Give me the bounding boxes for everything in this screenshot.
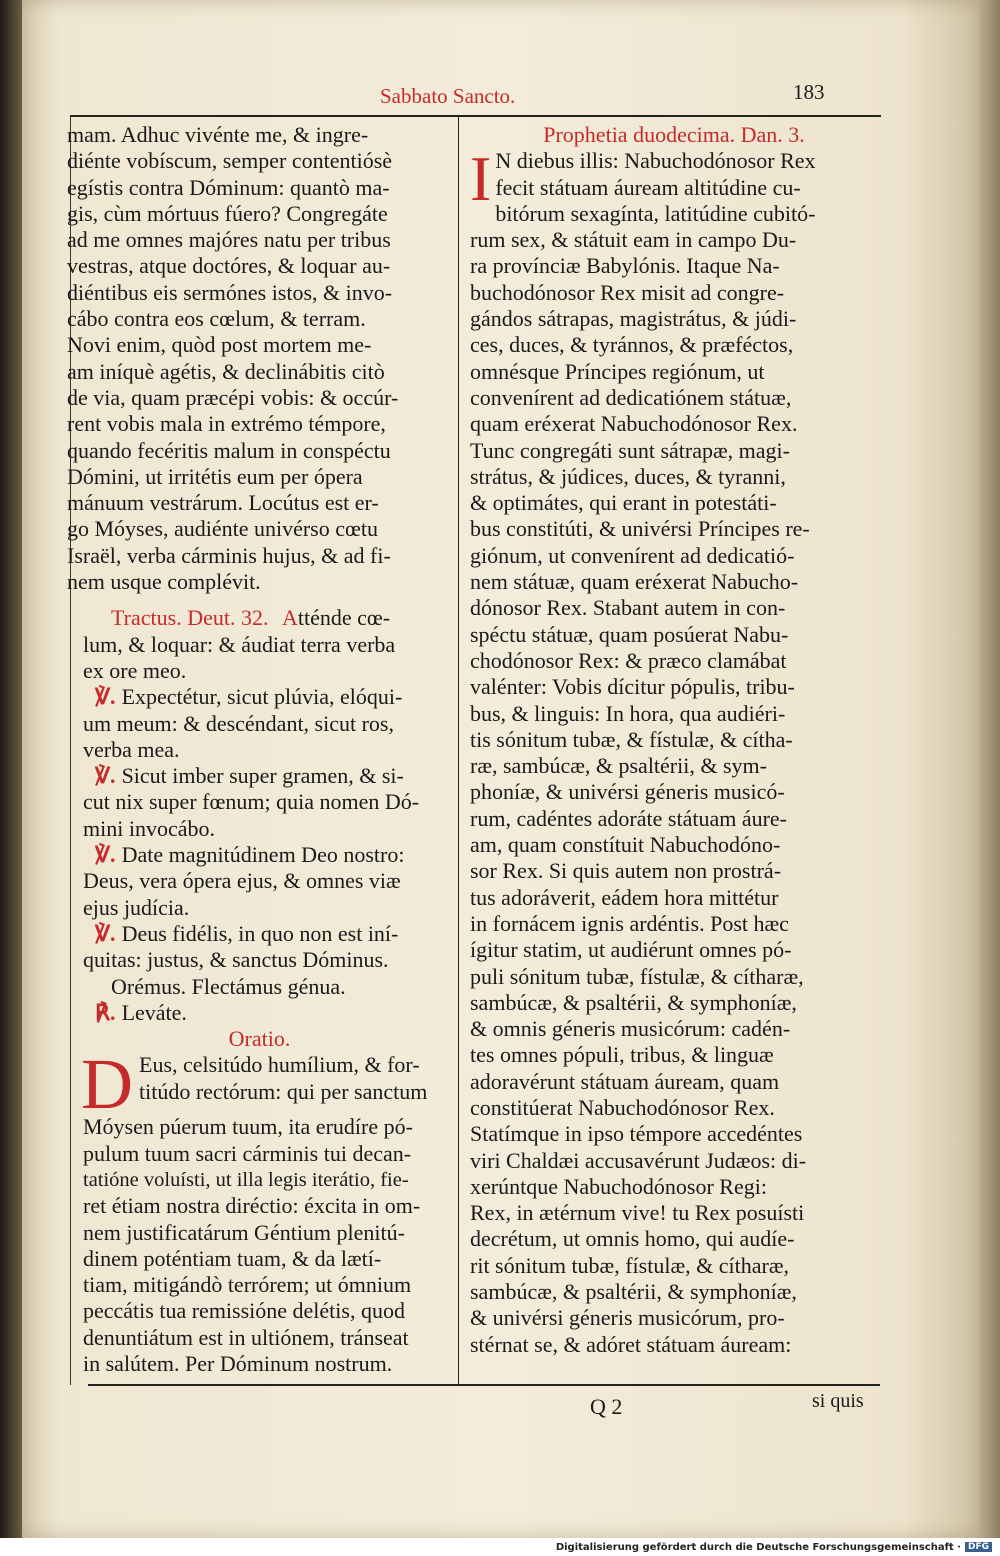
- text-line: vestras, atque doctóres, & loquar au-: [67, 253, 391, 279]
- text-line: & optimátes, qui erant in potestáti-: [470, 490, 777, 516]
- versicle-symbol: ℣.: [95, 920, 116, 946]
- signature-mark: Q 2: [590, 1394, 623, 1419]
- verse-text: Sicut imber super gramen, & si-: [121, 763, 404, 789]
- digitization-footer: [0, 1538, 1000, 1556]
- prophetia-drop-cap: I: [470, 143, 492, 215]
- text-line: Móysen púerum tuum, ita erudíre pó-: [83, 1114, 413, 1140]
- text-line: convenírent ad dedicatiónem státuæ,: [470, 384, 792, 410]
- verse-block: [67, 684, 452, 1026]
- response-line: [95, 1000, 452, 1026]
- tractus-initial: A: [281, 605, 298, 631]
- verse-text: quitas: justus, & sanctus Dóminus.: [83, 947, 389, 973]
- text-line: ígitur statim, ut audiérunt omnes pó-: [470, 937, 792, 963]
- text-line: stérnat se, & adóret státuam áuream:: [470, 1331, 792, 1357]
- text-line: lum, & loquar: & áudiat terra verba: [83, 631, 396, 657]
- text-line: titúdo rectórum: qui per sanctum: [139, 1078, 428, 1104]
- text-line: cábo contra eos cœlum, & terram.: [67, 306, 366, 332]
- catchword: si quis: [812, 1390, 864, 1412]
- text-line: mánuum vestrárum. Locútus est er-: [67, 490, 379, 516]
- text-line: tténde cœ-: [297, 605, 391, 631]
- versicle-symbol: ℣.: [95, 684, 116, 710]
- text-line: rit sónitum tubæ, fístulæ, & cítharæ,: [470, 1252, 789, 1278]
- verse-text: Deus, vera ópera ejus, & omnes viæ: [83, 868, 401, 894]
- text-line: egístis contra Dóminum: quantò ma-: [67, 174, 390, 200]
- text-line: tatióne voluísti, ut illa legis iterátio, fie-: [83, 1168, 409, 1191]
- text-line: gándos sátrapas, magistrátus, & júdi-: [470, 306, 797, 332]
- oremus-line: Orémus. Flectámus génua.: [111, 973, 346, 999]
- text-line: ces, duces, & tyránnos, & præféctos,: [470, 332, 794, 358]
- text-line: ex ore meo.: [83, 657, 187, 683]
- text-line: giónum, ut convenírent ad dedicatió-: [470, 542, 795, 568]
- digitization-credit: Digitalisierung gefördert durch die Deutsche Forschungsgemeinschaft ·: [555, 1541, 961, 1553]
- verse-text: Expectétur, sicut plúvia, elóqui-: [121, 684, 403, 710]
- text-line: chodónosor Rex: & præco clamábat: [470, 647, 787, 673]
- verse-text: um meum: & descéndant, sicut ros,: [83, 710, 394, 736]
- text-line: Novi enim, quòd post mortem me-: [67, 332, 372, 358]
- text-line: viri Chaldæi accusavérunt Judæos: di-: [470, 1147, 807, 1173]
- text-line: in fornácem ignis ardéntis. Post hæc: [470, 910, 789, 936]
- text-line: gis, cùm mórtuus fúero? Congregáte: [67, 200, 388, 226]
- text-line: Israël, verba cárminis hujus, & ad fi-: [67, 542, 391, 568]
- response-text: Leváte.: [121, 999, 187, 1025]
- verse-line: [95, 842, 452, 868]
- text-line: strátus, & júdices, duces, & tyranni,: [470, 463, 786, 489]
- text-line: dinem poténtiam tuam, & da lætí-: [83, 1245, 382, 1271]
- text-line: decrétum, ut omnis homo, qui audíe-: [470, 1226, 795, 1252]
- text-line: ra provínciæ Babylónis. Itaque Na-: [470, 253, 780, 279]
- text-line: am iníquè agétis, & declinábitis citò: [67, 358, 385, 384]
- text-line: quam eréxerat Nabuchodónosor Rex.: [470, 411, 798, 437]
- text-line: denuntiátum est in ultiónem, tránseat: [83, 1324, 409, 1350]
- text-line: fecit státuam áuream altitúdine cu-: [495, 174, 801, 200]
- text-line: Eus, celsitúdo humílium, & for-: [139, 1052, 420, 1078]
- text-line: spéctu státuæ, quam posúerat Nabu-: [470, 621, 789, 647]
- text-line: pulum tuum sacri cárminis tui decan-: [83, 1140, 412, 1166]
- text-line: am, quam constítuit Nabuchodóno-: [470, 832, 781, 858]
- prophetia-title: Prophetia duodecima. Dan. 3.: [543, 122, 805, 147]
- left-column: [67, 122, 452, 1377]
- book-spine-edge: [0, 0, 22, 1538]
- verse-line: [95, 763, 452, 789]
- text-line: bitórum sexagínta, latitúdine cubitó-: [495, 200, 816, 226]
- text-line: dónosor Rex. Stabant autem in con-: [470, 595, 786, 621]
- text-line: diénte vobíscum, semper contentiósè: [67, 148, 393, 174]
- text-line: rum, cadéntes adoráte státuam áure-: [470, 805, 788, 831]
- verse-text: Date magnitúdinem Deo nostro:: [121, 842, 405, 868]
- tractus-label: Tractus. Deut. 32.: [111, 605, 269, 631]
- text-line: sor Rex. Si quis autem non prostrá-: [470, 858, 782, 884]
- text-line: bus, & linguis: In hora, qua audiéri-: [470, 700, 786, 726]
- text-line: peccátis tua remissióne delétis, quod: [83, 1298, 405, 1324]
- text-line: mam. Adhuc vivénte me, & ingre-: [67, 122, 369, 147]
- tractus-line: [67, 605, 452, 631]
- text-line: & omnis géneris musicórum: cadén-: [470, 1016, 791, 1042]
- verse-text: Deus fidélis, in quo non est iní-: [121, 920, 399, 946]
- text-line: rent vobis mala in extrémo témpore,: [67, 411, 386, 437]
- running-header-title: Sabbato Sancto.: [380, 84, 516, 108]
- verse-text: mini invocábo.: [83, 815, 215, 841]
- frame-bottom-rule: [88, 1384, 880, 1386]
- text-line: Tunc congregáti sunt sátrapæ, magi-: [470, 437, 790, 463]
- column-divider: [458, 117, 459, 1385]
- text-line: nem justificatárum Géntium plenitú-: [83, 1219, 405, 1245]
- oratio-drop-cap: D: [81, 1044, 133, 1125]
- text-line: go Móyses, audiénte univérso cœtu: [67, 516, 378, 542]
- verse-line: [95, 684, 452, 710]
- text-line: constitúerat Nabuchodónosor Rex.: [470, 1094, 775, 1120]
- verse-line: [95, 921, 452, 947]
- text-line: N diebus illis: Nabuchodónosor Rex: [495, 148, 816, 174]
- verse-text: ejus judícia.: [83, 894, 190, 920]
- text-line: valénter: Vobis dícitur pópulis, tribu-: [470, 674, 795, 700]
- text-line: buchodónosor Rex misit ad congre-: [470, 279, 785, 305]
- oratio-block: [67, 1044, 452, 1377]
- text-line: de via, quam præcépi vobis: & occúr-: [67, 384, 399, 410]
- oratio-title: Oratio.: [228, 1026, 291, 1052]
- text-line: Rex, in ætérnum vive! tu Rex posuísti: [470, 1200, 805, 1226]
- text-line: quando fecéritis malum in conspéctu: [67, 437, 391, 463]
- text-line: ret étiam nostra diréctio: éxcita in om-: [83, 1193, 421, 1219]
- versicle-symbol: ℣.: [95, 763, 116, 789]
- page-stack-edge: [980, 0, 1000, 1538]
- response-symbol: ℟.: [95, 999, 116, 1025]
- text-line: sambúcæ, & psaltérii, & symphoníæ,: [470, 1279, 797, 1305]
- text-line: xerúntque Nabuchodónosor Regi:: [470, 1173, 767, 1199]
- text-line: puli sónitum tubæ, fístulæ, & cítharæ,: [470, 963, 804, 989]
- text-line: diéntibus eis sermónes istos, & invo-: [67, 279, 393, 305]
- right-column: [470, 122, 878, 1358]
- text-line: & univérsi géneris musicórum, pro-: [470, 1305, 785, 1331]
- text-line: nem státuæ, quam eréxerat Nabucho-: [470, 569, 799, 595]
- text-line: phoníæ, & univérsi géneris musicó-: [470, 779, 785, 805]
- versicle-symbol: ℣.: [95, 842, 116, 868]
- page-number: 183: [793, 80, 825, 104]
- text-line: ad me omnes majóres natu per tribus: [67, 227, 391, 253]
- text-line: Dómini, ut irritétis eum per ópera: [67, 463, 363, 489]
- verse-text: cut nix super fœnum; quia nomen Dó-: [83, 789, 420, 815]
- text-line: adoravérunt státuam áuream, quam: [470, 1068, 780, 1094]
- verse-text: verba mea.: [83, 736, 180, 762]
- text-line: ræ, sambúcæ, & psaltérii, & sym-: [470, 753, 767, 779]
- text-line: Statímque in ipso témpore accedéntes: [470, 1121, 803, 1147]
- text-line: tus adoráverit, eádem hora mittétur: [470, 884, 779, 910]
- text-line: nem usque complévit.: [67, 569, 261, 595]
- text-line: in salútem. Per Dóminum nostrum.: [83, 1351, 393, 1377]
- text-line: sambúcæ, & psaltérii, & symphoníæ,: [470, 989, 797, 1015]
- text-line: tis sónitum tubæ, & fístulæ, & cítha-: [470, 726, 793, 752]
- spacer: [67, 595, 452, 605]
- text-line: rum sex, & státuit eam in campo Du-: [470, 227, 797, 253]
- text-line: bus constitúti, & univérsi Príncipes re-: [470, 516, 810, 542]
- left-column-body: [67, 122, 452, 595]
- dfg-logo: DFG: [965, 1542, 992, 1552]
- text-line: tiam, mitigándò terrórem; ut ómnium: [83, 1272, 412, 1298]
- text-line: omnésque Príncipes regiónum, ut: [470, 358, 765, 384]
- text-line: tes omnes pópuli, tribus, & linguæ: [470, 1042, 774, 1068]
